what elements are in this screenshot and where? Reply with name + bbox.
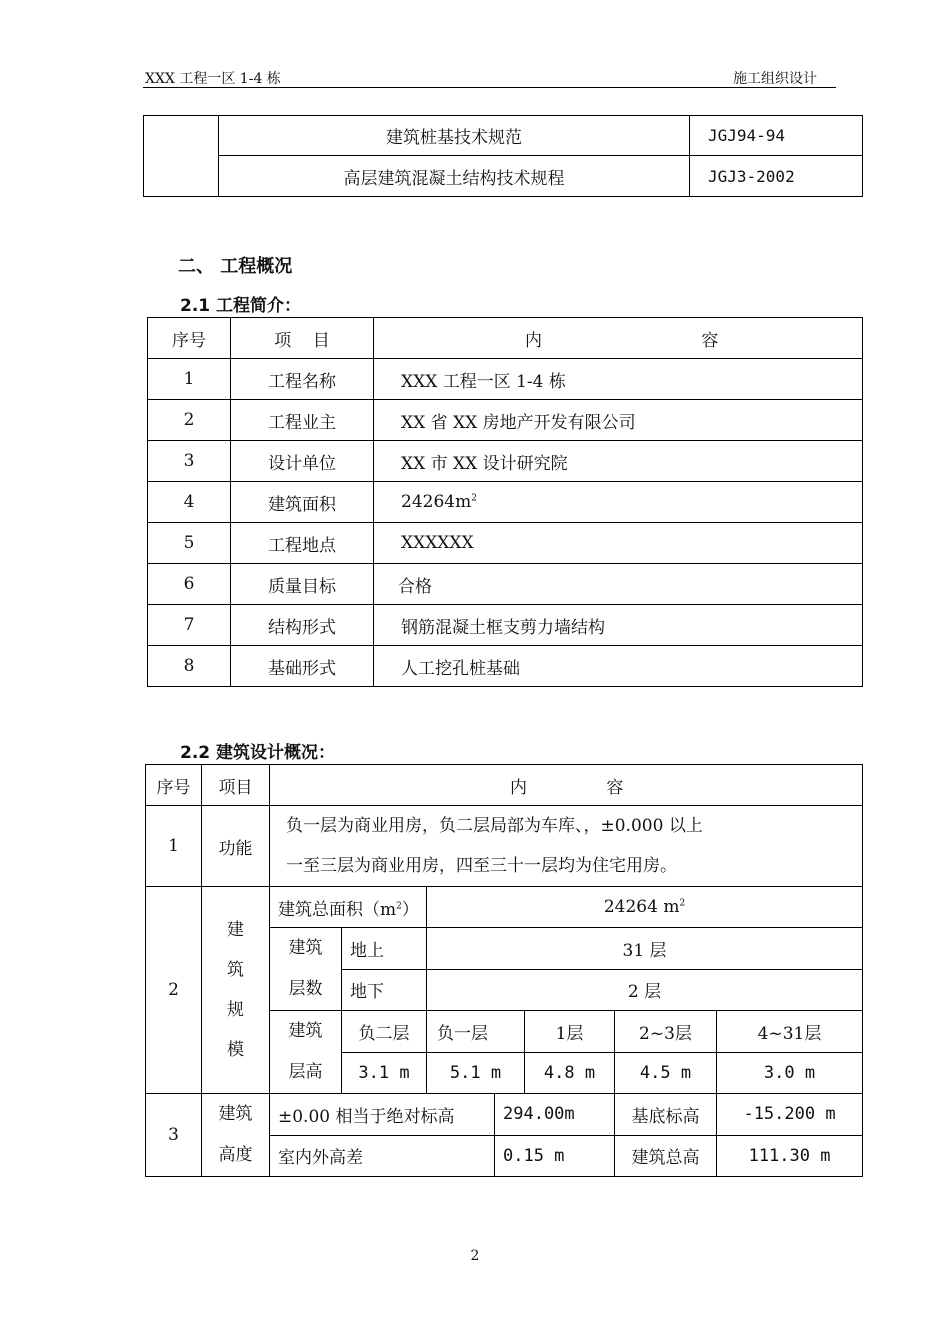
row-content: 钢筋混凝土框支剪力墙结构 xyxy=(374,605,863,646)
row-no: 1 xyxy=(146,806,202,887)
col-header-content-b: 容 xyxy=(606,777,624,798)
table-row xyxy=(148,605,863,646)
standards-blank-cell xyxy=(144,116,219,197)
table-row xyxy=(146,806,863,887)
table-row xyxy=(148,482,863,523)
table-row xyxy=(148,646,863,687)
total-area-label xyxy=(270,887,427,928)
height-header: 2~3层 xyxy=(615,1011,717,1053)
total-area-label-sup: 2 xyxy=(396,900,402,911)
col-header-no: 序号 xyxy=(148,318,231,359)
table-header-row xyxy=(148,318,863,359)
row-item: 工程地点 xyxy=(231,523,374,564)
total-height-label: 建筑总高 xyxy=(615,1135,717,1177)
row-item: 建筑面积 xyxy=(231,482,374,523)
section-2-title: 二、 工程概况 xyxy=(178,256,293,277)
row-item: 基础形式 xyxy=(231,646,374,687)
item-char: 模 xyxy=(227,1040,244,1060)
total-area-value xyxy=(427,887,863,928)
row-no: 2 xyxy=(148,400,231,441)
table-row xyxy=(148,400,863,441)
row-content xyxy=(374,482,863,523)
row-no: 5 xyxy=(148,523,231,564)
height-difference-label: 室内外高差 xyxy=(270,1135,495,1177)
above-ground-label: 地上 xyxy=(342,928,427,970)
item-char: 规 xyxy=(227,1000,244,1020)
table-row xyxy=(148,564,863,605)
row-no: 8 xyxy=(148,646,231,687)
relative-elevation-value: 294.00m xyxy=(495,1094,615,1136)
row-content: XX 市 XX 设计研究院 xyxy=(374,441,863,482)
col-header-content-a: 内 xyxy=(525,330,542,351)
total-height-value: 111.30 m xyxy=(717,1135,863,1177)
col-header-item: 项 目 xyxy=(231,318,374,359)
row-item: 设计单位 xyxy=(231,441,374,482)
table-row xyxy=(144,116,863,156)
overview-table xyxy=(147,317,863,687)
row-item-height-1: 建筑 xyxy=(218,1104,253,1124)
area-value: 24264m xyxy=(401,492,472,512)
row-item-height-2: 高度 xyxy=(218,1145,253,1165)
storey-height-label-2: 层高 xyxy=(288,1062,323,1082)
row-no: 3 xyxy=(146,1094,202,1177)
row-no: 7 xyxy=(148,605,231,646)
height-header: 1层 xyxy=(525,1011,615,1053)
row-item-scale xyxy=(202,887,270,1094)
height-header: 负一层 xyxy=(427,1011,525,1053)
height-value: 4.8 m xyxy=(525,1052,615,1094)
page-number: 2 xyxy=(470,1248,480,1264)
row-item-height xyxy=(202,1094,270,1177)
height-header: 负二层 xyxy=(342,1011,427,1053)
item-char: 筑 xyxy=(227,960,244,980)
table-row xyxy=(146,887,863,928)
col-header-content-b: 容 xyxy=(701,330,719,351)
row-item: 质量目标 xyxy=(231,564,374,605)
floors-label-2: 层数 xyxy=(288,979,323,999)
height-value: 4.5 m xyxy=(615,1052,717,1094)
base-elevation-value: -15.200 m xyxy=(717,1094,863,1136)
row-content: XX 省 XX 房地产开发有限公司 xyxy=(374,400,863,441)
floors-label-1: 建筑 xyxy=(288,938,323,958)
height-value: 3.1 m xyxy=(342,1052,427,1094)
function-line-1: 负一层为商业用房，负二层局部为车库、，±0.000 以上 xyxy=(286,816,703,836)
height-value: 5.1 m xyxy=(427,1052,525,1094)
area-unit-sup: 2 xyxy=(471,493,477,504)
header-divider xyxy=(143,87,836,88)
table-row xyxy=(148,441,863,482)
row-item: 工程业主 xyxy=(231,400,374,441)
height-difference-value: 0.15 m xyxy=(495,1135,615,1177)
relative-elevation-label: ±0.00 相当于绝对标高 xyxy=(270,1094,495,1136)
total-area-value-text: 24264 m xyxy=(603,897,680,917)
total-area-label-text: 建筑总面积（m xyxy=(278,899,397,920)
col-header-item: 项目 xyxy=(202,765,270,806)
row-content: XXX 工程一区 1-4 栋 xyxy=(374,359,863,400)
height-value: 3.0 m xyxy=(717,1052,863,1094)
below-ground-label: 地下 xyxy=(342,969,427,1011)
storey-height-label xyxy=(270,1011,342,1094)
header-left: XXX 工程一区 1-4 栋 xyxy=(145,71,281,87)
total-area-value-sup: 2 xyxy=(679,898,686,909)
total-area-label-end: ） xyxy=(401,899,419,920)
design-table xyxy=(145,764,863,1177)
above-ground-value: 31 层 xyxy=(427,928,863,970)
function-description xyxy=(270,806,863,887)
row-no: 2 xyxy=(146,887,202,1094)
row-item: 结构形式 xyxy=(231,605,374,646)
header-right: 施工组织设计 xyxy=(733,71,817,87)
row-no: 3 xyxy=(148,441,231,482)
standard-name: 建筑桩基技术规范 xyxy=(219,116,690,156)
standard-code: JGJ3-2002 xyxy=(690,156,863,197)
col-header-content xyxy=(374,318,863,359)
table-row xyxy=(148,359,863,400)
row-item: 工程名称 xyxy=(231,359,374,400)
row-item: 功能 xyxy=(202,806,270,887)
standard-code: JGJ94-94 xyxy=(690,116,863,156)
height-header: 4~31层 xyxy=(717,1011,863,1053)
row-no: 1 xyxy=(148,359,231,400)
col-header-no: 序号 xyxy=(146,765,202,806)
table-row xyxy=(146,1094,863,1136)
below-ground-value: 2 层 xyxy=(427,969,863,1011)
row-no: 4 xyxy=(148,482,231,523)
storey-height-label-1: 建筑 xyxy=(288,1021,323,1041)
standards-table xyxy=(143,115,863,197)
section-2-2-title: 2.2 建筑设计概况： xyxy=(180,743,336,763)
col-header-content-a: 内 xyxy=(510,777,527,798)
row-content: 人工挖孔桩基础 xyxy=(374,646,863,687)
row-no: 6 xyxy=(148,564,231,605)
base-elevation-label: 基底标高 xyxy=(615,1094,717,1136)
function-line-2: 一至三层为商业用房，四至三十一层均为住宅用房。 xyxy=(286,856,677,876)
row-content: 合格 xyxy=(374,564,863,605)
table-row xyxy=(144,156,863,197)
section-2-1-title: 2.1 工程简介： xyxy=(180,296,302,316)
standard-name: 高层建筑混凝土结构技术规程 xyxy=(219,156,690,197)
item-char: 建 xyxy=(227,920,244,940)
col-header-content xyxy=(270,765,863,806)
table-row xyxy=(148,523,863,564)
row-content: XXXXXX xyxy=(374,523,863,564)
floors-label xyxy=(270,928,342,1011)
table-header-row xyxy=(146,765,863,806)
